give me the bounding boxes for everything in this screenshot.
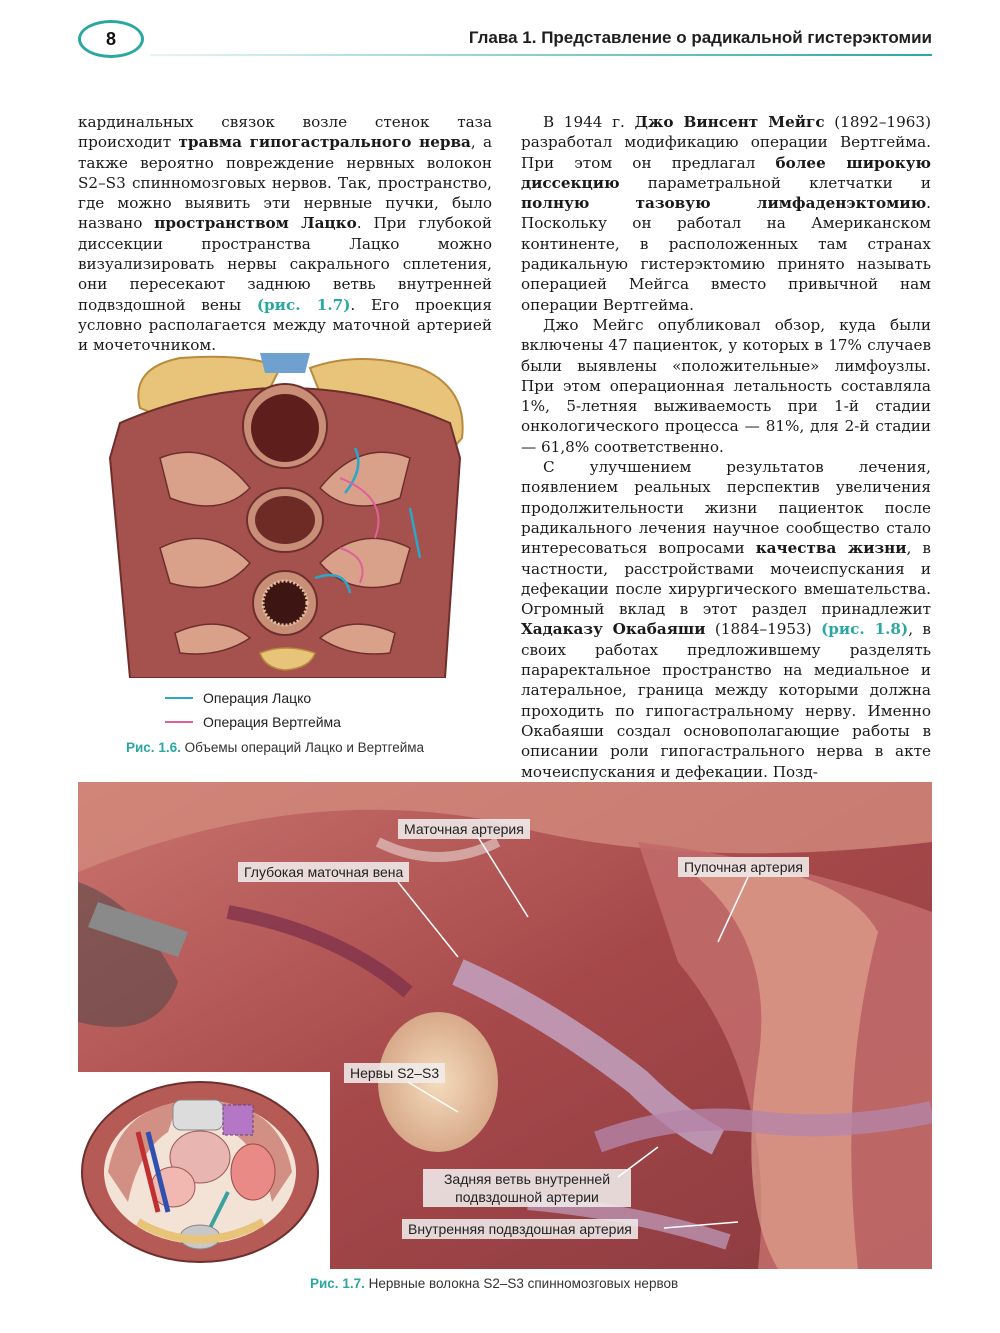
- chapter-title: Глава 1. Представление о радикальной гистерэктомии: [468, 28, 932, 47]
- figure-reference[interactable]: (рис. 1.8): [821, 620, 909, 639]
- label-nerves-s2-s3: Нервы S2–S3: [344, 1063, 445, 1083]
- right-column: [521, 112, 931, 782]
- pelvic-floor-illustration: [100, 348, 470, 678]
- header-rule: [150, 54, 932, 56]
- legend-item-laczko: Операция Лацко: [165, 690, 311, 706]
- label-uterine-artery: Маточная артерия: [398, 819, 530, 839]
- left-column: [78, 112, 492, 356]
- figure-1-6-caption: Рис. 1.6. Объемы операций Лацко и Вертгейма: [126, 740, 425, 755]
- legend-swatch: [165, 721, 193, 723]
- figure-reference[interactable]: (рис. 1.7): [256, 295, 351, 314]
- page-number: 8: [105, 28, 116, 49]
- legend-swatch: [165, 697, 193, 699]
- right-paragraph-3: С улучшением результатов лечения, появлением реальных перспектив увеличения продолжительности жизни пациенток после радикального лечения научное сообщество стало интересоваться вопросами качества жизни, в частности, расстройствами мочеиспускания и дефекации после хирургического вмешательства. Огромный вклад в этот раздел принадлежит Хадаказу Окабаяши (1884–1953) (рис. 1.8), в своих работах предложившему разделять параректальное пространство на медиальное и латеральное, граница между которыми должна проходить по гипогастральному нерву. Именно Окабаяши создал основополагающие работы в описании роли гипогастрального нерва в акте мочеиспускания и дефекации. Позд-: [521, 458, 931, 781]
- legend-item-wertheim: Операция Вертгейма: [165, 714, 341, 730]
- right-paragraph-1: В 1944 г. Джо Винсент Мейгс (1892–1963) разработал модификацию операции Вертгейма. При этом он предлагал более широкую диссекцию параметральной клетчатки и полную тазовую лимфаденэктомию. Поскольку он работал на Американском континенте, в расположенных там странах радикальную гистерэктомию принято называть операцией Мейгса вместо привычной нам операции Вертгейма.: [521, 113, 931, 314]
- pelvic-cross-section-image: [78, 1072, 330, 1269]
- label-deep-uterine-vein: Глубокая маточная вена: [238, 862, 409, 882]
- figure-1-7-caption: Рис. 1.7. Нервные волокна S2–S3 спинномозговых нервов: [310, 1276, 679, 1291]
- label-umbilical-artery: Пупочная артерия: [678, 857, 809, 877]
- label-posterior-branch: Задняя ветвь внутренней подвздошной артерии: [423, 1169, 631, 1207]
- right-paragraph-2: Джо Мейгс опубликовал обзор, куда были включены 47 пациенток, у которых в 17% случаев были выявлены «положительные» лимфоузлы. При этом операционная летальность составляла 1%, 5-летняя выживаемость при 1-й стадии онкологического процесса — 81%, для 2-й стадии — 61,8% соответственно.: [521, 315, 931, 456]
- left-paragraph-1: кардинальных связок возле стенок таза происходит травма гипогастрального нерва, а также вероятно повреждение нервных волокон S2–S3 спинномозговых нервов. Так, пространство, где можно выявить эти нервные пучки, было названо пространством Лацко. При глубокой диссекции пространства Лацко можно визуализировать нервы сакрального сплетения, они пересекают заднюю ветвь внутренней подвздошной вены (рис. 1.7). Его проекция условно располагается между маточной артерией и мочеточником.: [78, 113, 493, 355]
- page-number-badge: [78, 20, 144, 58]
- pelvic-cross-section-inset: [78, 1072, 330, 1269]
- label-internal-iliac-artery: Внутренняя подвздошная артерия: [402, 1219, 638, 1239]
- surgical-photo: [78, 782, 932, 1269]
